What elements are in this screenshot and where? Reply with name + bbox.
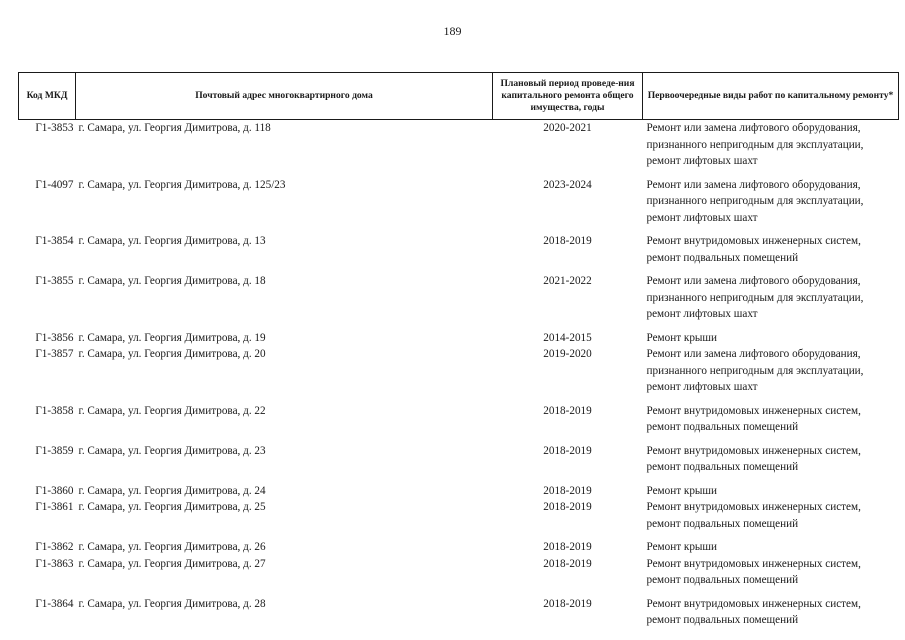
- cell-address: г. Самара, ул. Георгия Димитрова, д. 25: [78, 501, 266, 513]
- cell-works: Ремонт или замена лифтового оборудования, признанного непригодным для эксплуатации, ремонт лифтовых шахт: [646, 275, 864, 320]
- cell-code: Г1-3863: [35, 557, 74, 570]
- table-body: [19, 120, 899, 629]
- cell-period: 2018-2019: [543, 541, 592, 553]
- cell-period: 2018-2019: [543, 597, 592, 610]
- cell-code: Г1-3855: [35, 275, 74, 287]
- header-code: Код МКД: [19, 73, 76, 120]
- cell-works: Ремонт внутридомовых инженерных систем, ремонт подвальных помещений: [646, 235, 861, 264]
- table-row: [19, 346, 899, 403]
- cell-address: г. Самара, ул. Георгия Димитрова, д. 26: [78, 541, 266, 553]
- cell-address: г. Самара, ул. Георгия Димитрова, д. 22: [78, 404, 266, 417]
- cell-period: 2014-2015: [543, 331, 592, 344]
- cell-works: Ремонт крыши: [646, 484, 718, 497]
- cell-period: 2020-2021: [543, 122, 592, 134]
- cell-works: Ремонт внутридомовых инженерных систем, ремонт подвальных помещений: [646, 557, 861, 586]
- table-header: [19, 73, 899, 120]
- cell-address: г. Самара, ул. Георгия Димитрова, д. 24: [78, 484, 266, 497]
- table-row: [19, 539, 899, 556]
- cell-address: г. Самара, ул. Георгия Димитрова, д. 13: [78, 235, 266, 247]
- cell-code: Г1-3856: [35, 331, 74, 344]
- table-row: [19, 330, 899, 347]
- cell-code: Г1-3854: [35, 235, 74, 247]
- cell-works: Ремонт внутридомовых инженерных систем, ремонт подвальных помещений: [646, 501, 861, 530]
- cell-address: г. Самара, ул. Георгия Димитрова, д. 23: [78, 444, 266, 457]
- table-row: [19, 120, 899, 177]
- cell-period: 2018-2019: [543, 444, 592, 457]
- cell-period: 2018-2019: [543, 501, 592, 513]
- cell-code: Г1-3862: [35, 541, 74, 553]
- cell-works: Ремонт внутридомовых инженерных систем, ремонт подвальных помещений: [646, 597, 861, 626]
- table-row: [19, 177, 899, 234]
- table-row: [19, 556, 899, 596]
- cell-address: г. Самара, ул. Георгия Димитрова, д. 28: [78, 597, 266, 610]
- cell-works: Ремонт внутридомовых инженерных систем, ремонт подвальных помещений: [646, 404, 861, 433]
- cell-address: г. Самара, ул. Георгия Димитрова, д. 18: [78, 275, 266, 287]
- cell-code: Г1-3857: [35, 348, 74, 360]
- cell-works: Ремонт или замена лифтового оборудования, признанного непригодным для эксплуатации, ремонт лифтовых шахт: [646, 348, 864, 393]
- cell-period: 2018-2019: [543, 557, 592, 570]
- header-address: Почтовый адрес многоквартирного дома: [76, 73, 493, 120]
- header-works: Первоочередные виды работ по капитальному ремонту*: [643, 73, 899, 120]
- cell-address: г. Самара, ул. Георгия Димитрова, д. 118: [78, 122, 271, 134]
- cell-works: Ремонт или замена лифтового оборудования, признанного непригодным для эксплуатации, ремонт лифтовых шахт: [646, 178, 864, 224]
- cell-code: Г1-3853: [35, 122, 74, 134]
- table-row: [19, 499, 899, 539]
- table-row: [19, 233, 899, 273]
- cell-period: 2019-2020: [543, 348, 592, 360]
- header-period: Плановый период проведе-ния капитального ремонта общего имущества, годы: [493, 73, 643, 120]
- table-row: [19, 596, 899, 629]
- cell-code: Г1-3860: [35, 484, 74, 497]
- cell-address: г. Самара, ул. Георгия Димитрова, д. 19: [78, 331, 266, 344]
- capital-repair-table: [18, 72, 899, 629]
- cell-address: г. Самара, ул. Георгия Димитрова, д. 125/23: [78, 178, 286, 191]
- table-row: [19, 273, 899, 330]
- table-row: [19, 403, 899, 443]
- table-row: [19, 483, 899, 500]
- cell-address: г. Самара, ул. Георгия Димитрова, д. 20: [78, 348, 266, 360]
- cell-code: Г1-3864: [35, 597, 74, 610]
- cell-works: Ремонт или замена лифтового оборудования, признанного непригодным для эксплуатации, ремонт лифтовых шахт: [646, 122, 864, 167]
- cell-code: Г1-4097: [35, 178, 74, 191]
- cell-code: Г1-3858: [35, 404, 74, 417]
- cell-period: 2021-2022: [543, 275, 592, 287]
- page-number: 189: [443, 24, 462, 38]
- cell-period: 2018-2019: [543, 484, 592, 497]
- cell-period: 2018-2019: [543, 404, 592, 417]
- table-row: [19, 443, 899, 483]
- cell-code: Г1-3859: [35, 444, 74, 457]
- cell-code: Г1-3861: [35, 501, 74, 513]
- cell-address: г. Самара, ул. Георгия Димитрова, д. 27: [78, 557, 266, 570]
- cell-works: Ремонт крыши: [646, 331, 718, 344]
- cell-works: Ремонт крыши: [646, 541, 718, 553]
- cell-period: 2018-2019: [543, 235, 592, 247]
- cell-works: Ремонт внутридомовых инженерных систем, ремонт подвальных помещений: [646, 444, 861, 473]
- cell-period: 2023-2024: [543, 178, 592, 191]
